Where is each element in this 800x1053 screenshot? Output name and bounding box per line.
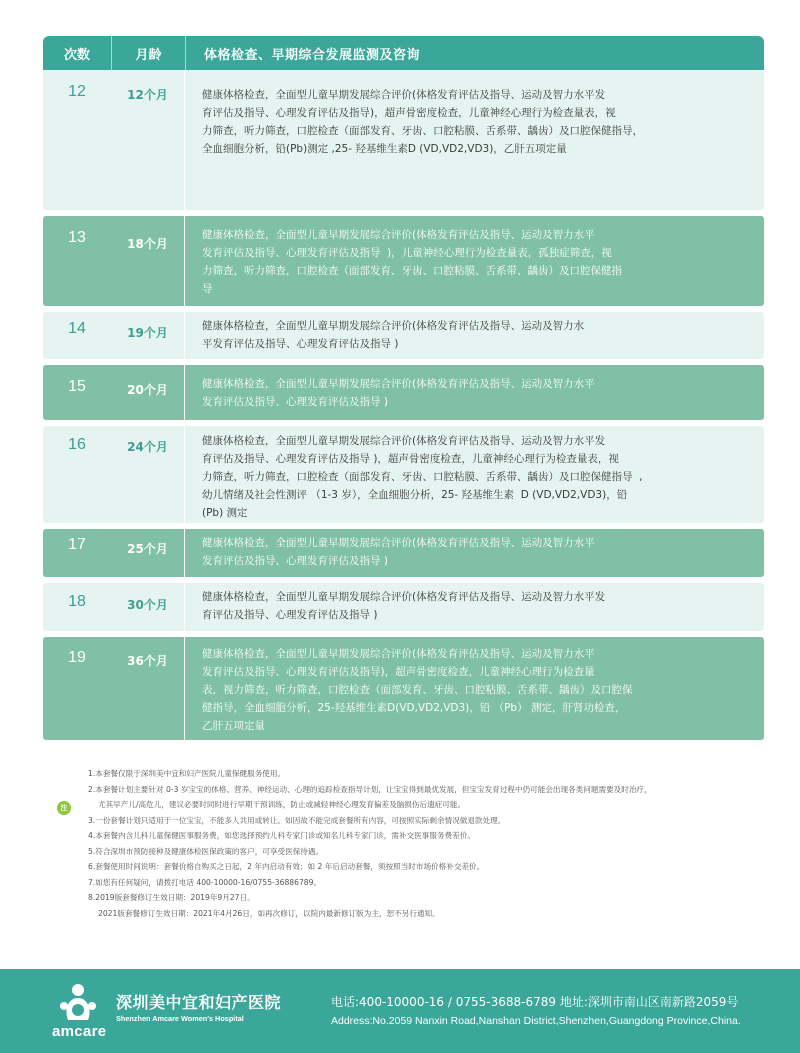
row-number: 16 (68, 436, 86, 453)
row-age: 12个月 (127, 88, 168, 102)
notes-section (88, 766, 768, 921)
row-number: 19 (68, 649, 86, 666)
hospital-name-cn: 深圳美中宜和妇产医院 (116, 993, 282, 1012)
header-content: 体格检查、早期综合发展监测及咨询 (204, 47, 421, 63)
row-number: 17 (68, 536, 86, 553)
table-row (43, 70, 764, 210)
note-item: 2021版套餐修订生效日期：2021年4月26日，如再次修订，以院内最新修订版为主，恕不另行通知。 (98, 908, 440, 918)
table-row (43, 583, 764, 631)
row-content: 健康体格检查，全面型儿童早期发展综合评价(体格发育评估及指导、运动及智力水平 发育评估及指导、心理发育评估及指导 ) (202, 378, 595, 408)
note-item: 6.套餐使用时间说明：套餐价格自购买之日起，2 年内启动有效；如 2 年后启动套餐，须按照当时市场价格补交差价。 (88, 862, 485, 871)
row-content: 健康体格检查，全面型儿童早期发展综合评价(体格发育评估及指导、运动及智力水平 发育评估及指导、心理发育评估及指导 )，儿童神经心理行为检查量表，孤独症筛查，视 力筛查，听力筛查，口腔检查（面部发育、牙齿、口腔粘膜、舌系带、龋齿）及口腔保健指 导 (202, 229, 622, 295)
row-age: 20个月 (127, 383, 168, 397)
row-age: 30个月 (127, 598, 168, 612)
row-content: 健康体格检查，全面型儿童早期发展综合评价(体格发育评估及指导、运动及智力水平发 育评估及指导、心理发育评估及指导 ) (202, 591, 606, 621)
table-row (43, 365, 764, 420)
contact-info: 电话:400-10000-16 / 0755-3688-6789 地址:深圳市南山区南新路2059号 (331, 995, 739, 1009)
table-row (43, 426, 764, 523)
note-item: 8.2019版套餐修订生效日期：2019年9月27日。 (88, 893, 255, 902)
row-number: 12 (68, 83, 86, 100)
row-age: 25个月 (127, 542, 168, 556)
row-content: 健康体格检查，全面型儿童早期发展综合评价(体格发育评估及指导、运动及智力水平 发育评估及指导、心理发育评估及指导 ) (202, 537, 595, 567)
row-content: 健康体格检查，全面型儿童早期发展综合评价(体格发育评估及指导、运动及智力水 平发育评估及指导、心理发育评估及指导 ) (202, 320, 585, 350)
note-badge: 注 (57, 801, 71, 815)
row-content: 健康体格检查，全面型儿童早期发展综合评价(体格发育评估及指导、运动及智力水平发 育评估及指导、心理发育评估及指导)，超声骨密度检查，儿童神经心理行为检查量表，视 力筛查，听力筛查，口腔检查（面部发育、牙齿、口腔粘膜、舌系带、龋齿）及口腔保健指导， 全血细胞分析，铅(Pb)测定 ,25- 羟基维生素D (VD,VD2,VD3)，乙肝五项定量 (202, 89, 643, 155)
table-row (43, 312, 764, 359)
row-content: 健康体格检查，全面型儿童早期发展综合评价(体格发育评估及指导、运动及智力水平 发育评估及指导、心理发育评估及指导)，超声骨密度检查，儿童神经心理行为检查量 表，视力筛查，听力筛查，口腔检查（面部发育、牙齿、口腔粘膜、舌系带、龋齿）及口腔保 健指导，全血细胞分析，25-羟基维生素D(VD,VD2,VD3)，铅 （Pb） 测定，肝肾功检查， 乙肝五项定量 (202, 648, 633, 732)
note-item: 7.如您有任何疑问，请拨打电话 400-10000-16/0755-36886789。 (88, 877, 322, 887)
header-count: 次数 (63, 47, 90, 63)
row-age: 36个月 (127, 654, 168, 668)
row-number: 13 (68, 229, 86, 246)
note-item: 5.符合深圳市预防接种及健康体检医保政策的客户，可享受医保待遇。 (88, 846, 324, 856)
brand-name: amcare (52, 1023, 107, 1040)
hospital-name-en: Shenzhen Amcare Women's Hospital (116, 1014, 244, 1023)
row-age: 18个月 (127, 237, 168, 251)
note-item: 4.本套餐内含儿科儿童保健医事服务费，如您选择预约儿科专家门诊或知名儿科专家门诊，需补交医事服务费差价。 (88, 831, 475, 840)
table-row (43, 216, 764, 306)
note-item: 3.一份套餐计划只适用于一位宝宝，不能多人共用或转让。如因故不能完成套餐所有内容，可按照实际剩余情况做退款处理。 (88, 815, 506, 825)
row-number: 15 (68, 378, 86, 395)
row-age: 19个月 (127, 326, 168, 340)
table-row (43, 637, 764, 740)
row-number: 14 (68, 320, 86, 337)
row-number: 18 (68, 593, 86, 610)
note-item: 1.本套餐仅限于深圳美中宜和妇产医院儿童保健服务使用。 (88, 769, 286, 778)
table-row (43, 529, 764, 577)
address-en: Address:No.2059 Nanxin Road,Nanshan District,Shenzhen,Guangdong Province,China. (331, 1015, 741, 1027)
note-item: 尤其早产儿/高危儿，建议必要时同时进行早期干预训练，防止或减轻神经心理发育偏差及脑损伤后遗症可能。 (98, 800, 466, 809)
amcare-logo-icon (50, 982, 110, 1024)
header-age: 月龄 (135, 47, 162, 63)
table-header (43, 36, 764, 70)
note-item: 2.本套餐计划主要针对 0-3 岁宝宝的体格、营养、神经运动、心理的追踪检查指导计划，让宝宝得到最优发展，但宝宝发育过程中仍可能会出现各类问题需要及时治疗， (88, 784, 652, 794)
checkup-table (43, 36, 764, 740)
footer (0, 969, 800, 1053)
row-age: 24个月 (127, 440, 168, 454)
row-content: 健康体格检查，全面型儿童早期发展综合评价(体格发育评估及指导、运动及智力水平发 育评估及指导、心理发育评估及指导 )，超声骨密度检查，儿童神经心理行为检查量表，视 力筛查，听力筛查，口腔检查（面部发育、牙齿、口腔粘膜、舌系带、龋齿）及口腔保健指导 , 幼儿情绪及社会性测评 （1-3 岁），全血细胞分析，25- 羟基维生素 D (VD,VD2,VD3)，铅 (Pb) 测定 (202, 435, 643, 519)
